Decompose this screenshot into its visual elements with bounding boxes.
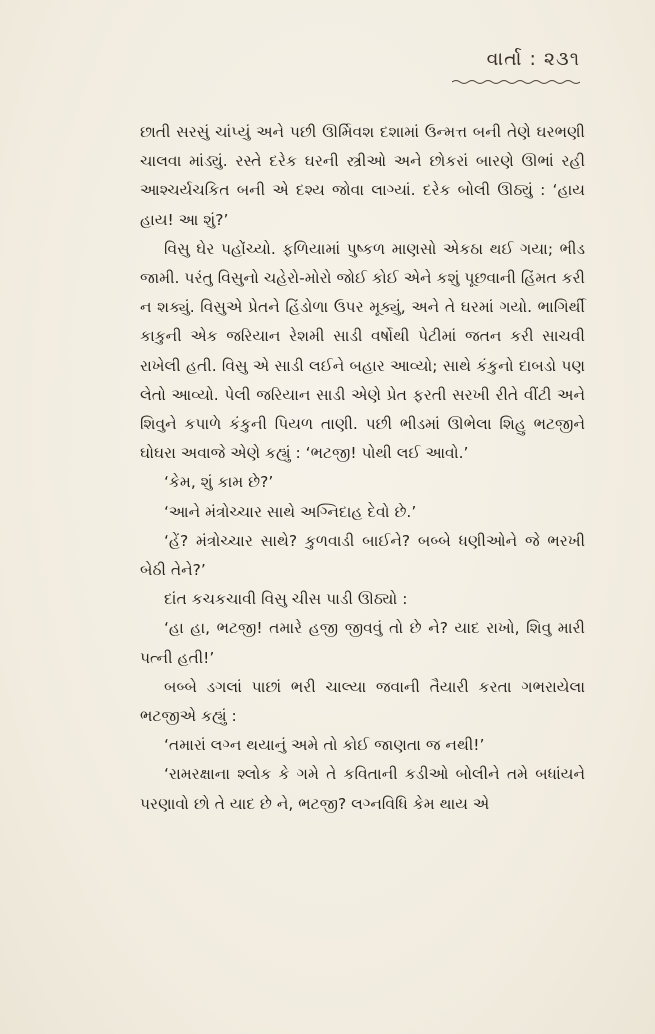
paragraph: છાતી સરસું ચાંપ્યું અને પછી ઊર્મિવશ દશામાં ઉન્મત્ત બની તેણે ઘરભણી ચાલવા માંડ્યું. રસ્તે દરેક ઘરની સ્ત્રીઓ અને છોકરાં બારણે ઊભાં રહી આશ્ચર્યચકિત બની એ દશ્ય જોવા લાગ્યાં. દરેક બોલી ઊઠ્યું : ‘હાય હાય! આ શું?’ [140, 123, 585, 229]
paragraph: વિસુ ઘેર પહોંચ્યો. ફળિયામાં પુષ્કળ માણસો એકઠા થઈ ગયા; ભીડ જામી. પરંતુ વિસુનો ચહેરો-મોરો જોઈ કોઈ એને કશું પૂછવાની હિંમત કરી ન શક્યું. વિસુએ પ્રેતને હિંડોળા ઉપર મૂક્યું, અને તે ઘરમાં ગયો. ભાગિર્થી કાકુની એક જરિયાન રેશમી સાડી વર્ષોથી પેટીમાં જતન કરી સાચવી રાખેલી હતી. વિસુ એ સાડી લઈને બહાર આવ્યો; સાથે કંકુનો દાબડો પણ લેતો આવ્યો. પેલી જરિયાન સાડી એણે પ્રેત ફરતી સરખી રીતે વીંટી અને શિવુને કપાળે કંકુની પિયળ તાણી. પછી ભીડમાં ઊભેલા શિહુ ભટજીને ઘોઘરા અવાજે એણે કહ્યું : ‘ભટજી! પોથી લઈ આવો.’ [140, 239, 585, 463]
dialogue-line: ‘આને મંત્રોચ્ચાર સાથે અગ્નિદાહ દેવો છે.’ [164, 502, 417, 521]
page-body [140, 118, 585, 819]
dialogue-line: ‘હા હા, ભટજી! તમારે હજી જીવવું તો છે ને? યાદ રાખો, શિવુ મારી પત્ની હતી!’ [140, 619, 585, 667]
page-header [452, 48, 580, 89]
dialogue-line: ‘કેમ, શું કામ છે?’ [164, 473, 274, 492]
paragraph: દાંત કચકચાવી વિસુ ચીસ પાડી ઊઠ્યો : [164, 590, 408, 609]
dialogue-line: ‘તમારાં લગ્ન થયાનું અમે તો કોઈ જાણતા જ નથી!’ [164, 736, 485, 755]
dialogue-line: ‘રામરક્ષાના શ્લોક કે ગમે તે કવિતાની કડીઓ બોલીને તમે બધાંયને પરણાવો છો તે યાદ છે ને, ભટજી? લગ્નવિધિ કેમ થાય એ [140, 765, 585, 813]
paragraph: બબ્બે ડગલાં પાછાં ભરી ચાલ્યા જવાની તૈયારી કરતા ગભરાયેલા ભટજીએ કહ્યું : [140, 677, 585, 726]
dialogue-line: ‘હેં? મંત્રોચ્ચાર સાથે? કુળવાડી બાઈને? બબ્બે ધણીઓને જે ભરખી બેઠી તેને?’ [140, 531, 585, 580]
running-title: વાર્તા : ૨૩૧ [486, 48, 580, 70]
decorative-rule [452, 79, 580, 85]
